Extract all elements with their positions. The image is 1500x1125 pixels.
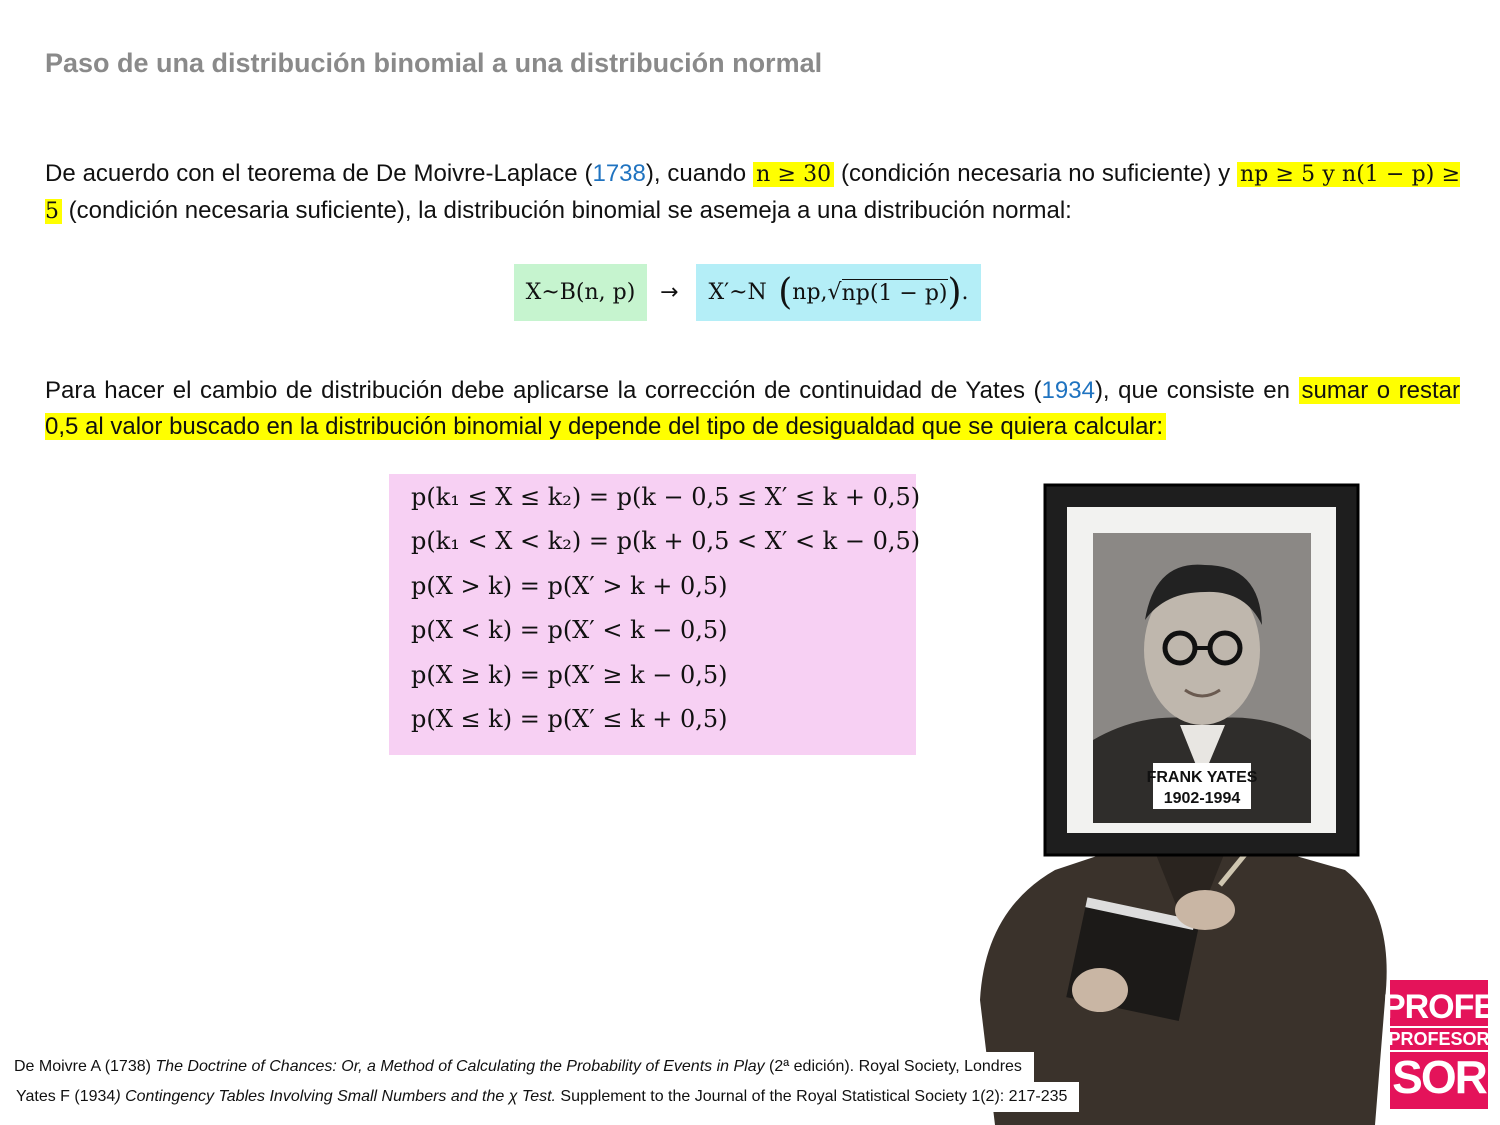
references	[0, 1052, 1079, 1112]
yates-text-2: ), que consiste en	[1094, 377, 1299, 404]
normal-equation-args-a: np,	[792, 280, 828, 305]
yates-paragraph	[45, 373, 1460, 445]
portrait-years: 1902-1994	[1163, 790, 1241, 807]
profesor-logo	[1382, 980, 1496, 1109]
condition-np-highlight: np ≥ 5 y n(1 − p) ≥ 5	[45, 162, 1461, 224]
ref2-author: Yates F (1934	[16, 1088, 116, 1105]
intro-paragraph	[45, 156, 1460, 230]
normal-equation-suffix: .	[961, 280, 969, 305]
ref1-details: (2ª edición). Royal Society, Londres	[764, 1058, 1022, 1075]
page-title: Paso de una distribución binomial a una distribución normal	[45, 48, 823, 78]
citation-1934[interactable]: 1934	[1041, 377, 1095, 404]
citation-1738[interactable]: 1738	[592, 160, 646, 187]
logo-line-3: SOR	[1392, 1050, 1486, 1103]
sqrt-icon: √	[827, 280, 842, 305]
formula-between-exclusive: p(k₁ < X < k₂) = p(k + 0,5 < X′ < k − 0,5)	[411, 527, 921, 555]
ref2-details: Supplement to the Journal of the Royal Statistical Society 1(2): 217-235	[555, 1088, 1068, 1105]
condition-n-highlight: n ≥ 30	[753, 162, 834, 187]
arrow-icon: →	[660, 280, 679, 305]
continuity-correction-box	[389, 474, 921, 755]
reference-yates	[0, 1082, 1079, 1112]
yates-highlight: sumar o restar 0,5 al valor buscado en la distribución binomial y depende del tipo de desigualdad que se quiera calcular:	[45, 377, 1460, 440]
portrait-name: FRANK YATES	[1146, 769, 1258, 786]
ref1-title: The Doctrine of Chances: Or, a Method of Calculating the Probability of Events in Play	[155, 1058, 765, 1075]
formula-greater: p(X > k) = p(X′ > k + 0,5)	[411, 572, 728, 600]
frank-yates-portrait	[975, 480, 1405, 1125]
formula-less-equal: p(X ≤ k) = p(X′ ≤ k + 0,5)	[411, 705, 728, 733]
normal-equation-args-b: np(1 − p)	[841, 281, 948, 306]
normal-equation	[696, 264, 981, 321]
logo-line-1: PROFE	[1382, 987, 1496, 1026]
open-paren-icon: (	[766, 271, 793, 313]
normal-equation-prefix: X′~N	[708, 280, 767, 305]
close-paren-icon: )	[947, 271, 962, 313]
yates-text-1: Para hacer el cambio de distribución debe aplicarse la corrección de continuidad de Yates (	[45, 377, 1042, 404]
logo-line-2: PROFESOR	[1389, 1026, 1490, 1052]
formula-greater-equal: p(X ≥ k) = p(X′ ≥ k − 0,5)	[411, 661, 728, 689]
formula-between-inclusive: p(k₁ ≤ X ≤ k₂) = p(k − 0,5 ≤ X′ ≤ k + 0,5)	[411, 483, 921, 511]
intro-text-4: (condición necesaria suficiente), la distribución binomial se asemeja a una distribución normal:	[62, 197, 1072, 224]
intro-text-1: De acuerdo con el teorema de De Moivre-Laplace (	[45, 160, 593, 187]
intro-text-3: (condición necesaria no suficiente) y	[834, 160, 1238, 187]
formula-less: p(X < k) = p(X′ < k − 0,5)	[411, 616, 728, 644]
binomial-equation: X~B(n, p)	[514, 264, 647, 321]
ref2-title: ) Contingency Tables Involving Small Numbers and the χ Test.	[115, 1088, 556, 1105]
intro-text-2: ), cuando	[645, 160, 754, 187]
ref1-author: De Moivre A (1738)	[14, 1058, 156, 1075]
reference-de-moivre	[0, 1052, 1034, 1082]
